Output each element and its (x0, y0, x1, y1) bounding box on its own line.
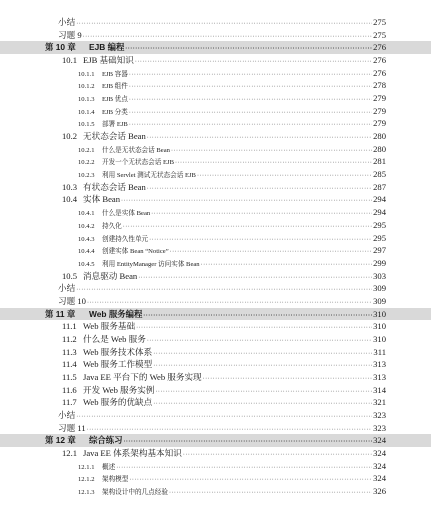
toc-page-number: 326 (373, 485, 386, 496)
toc-entry-number: 10.1.3 (78, 95, 95, 103)
toc-summary-row (0, 422, 431, 435)
toc-entry-row (0, 257, 431, 270)
toc-entry-row (0, 105, 431, 118)
toc-entry-row (0, 117, 431, 130)
toc-entry-row (0, 193, 431, 206)
toc-page-number: 285 (373, 169, 386, 180)
toc-entry-title: EJB 编程 (89, 42, 125, 53)
toc-page-number: 323 (373, 422, 386, 433)
toc-entry-title: 部署 EJB (102, 121, 128, 129)
toc-entry-number: 第 10 章 (45, 42, 76, 53)
toc-page-number: 279 (373, 92, 386, 103)
toc-page-number: 279 (373, 118, 386, 129)
toc-entry-row (0, 79, 431, 92)
toc-chapter-row (0, 308, 431, 321)
toc-page-number: 294 (373, 194, 386, 205)
toc-page-number: 311 (373, 346, 386, 357)
toc-entry-title: 创建实体 Bean “Notice” (102, 248, 169, 256)
toc-summary-row (0, 295, 431, 308)
toc-entry-title: EJB 容器 (102, 70, 128, 78)
toc-entry-title: EJB 基础知识 (83, 54, 134, 65)
toc-entry-number: 10.2 (62, 131, 78, 141)
toc-entry-number: 11.2 (62, 333, 77, 344)
toc-entry-number: 12.1.1 (78, 463, 95, 471)
toc-entry-title: Web 服务技术体系 (83, 346, 153, 357)
toc-entry-title: 无状态会话 Bean (83, 131, 146, 141)
toc-entry-title: EJB 优点 (102, 95, 128, 103)
toc-entry-title: 小结 (58, 283, 76, 294)
toc-entry-number: 10.1.2 (78, 83, 95, 91)
toc-entry-title: 什么是 Web 服务 (83, 333, 146, 344)
toc-entry-number: 11.5 (62, 371, 77, 382)
toc-page-number: 295 (373, 219, 386, 230)
toc-entry-number: 10.4.4 (78, 248, 95, 256)
toc-entry-title: Java EE 平台下的 Web 服务实现 (83, 371, 202, 382)
toc-entry-row (0, 130, 431, 143)
toc-page-number: 303 (373, 270, 386, 281)
toc-entry-title: 利用 Servlet 测试无状态会话 EJB (102, 172, 196, 180)
toc-page-number: 310 (373, 333, 386, 344)
toc-entry-row (0, 460, 431, 473)
toc-entry-title: 什么是无状态会话 Bean (102, 146, 170, 154)
dot-leader (169, 487, 372, 500)
toc-chapter-row (0, 41, 431, 54)
toc-entry-number: 11.6 (62, 384, 77, 395)
toc-entry-row (0, 155, 431, 168)
toc-entry-number: 11.1 (62, 321, 77, 332)
toc-entry-row (0, 320, 431, 333)
toc-entry-row (0, 232, 431, 245)
toc-entry-row (0, 92, 431, 105)
toc-page-number: 280 (373, 143, 386, 154)
toc-entry-number: 第 12 章 (45, 435, 76, 446)
toc-entry-row (0, 168, 431, 181)
toc-entry-title: 开发 Web 服务实例 (83, 384, 155, 395)
toc-page-number: 276 (373, 42, 386, 53)
toc-entry-number: 10.2.1 (78, 146, 95, 154)
toc-entry-number: 10.4.5 (78, 260, 95, 268)
toc-entry-number: 第 11 章 (45, 308, 76, 319)
toc-page-number: 310 (373, 321, 386, 332)
toc-entry-row (0, 206, 431, 219)
toc-entry-row (0, 54, 431, 67)
toc-entry-row (0, 143, 431, 156)
toc-entry-number: 11.7 (62, 397, 77, 408)
toc-page-number: 287 (373, 181, 386, 192)
toc-page-number: 324 (373, 460, 386, 471)
toc-entry-number: 10.1 (62, 54, 78, 65)
toc-entry-number: 10.2.2 (78, 159, 95, 167)
toc-entry-title: Web 服务基础 (83, 321, 136, 332)
toc-entry-number: 10.4.2 (78, 222, 95, 230)
toc-summary-row (0, 16, 431, 29)
toc-entry-row (0, 358, 431, 371)
toc-entry-title: 架构设计中的几点经验 (102, 488, 168, 496)
toc-summary-row (0, 29, 431, 42)
toc-page-number: 281 (373, 156, 386, 167)
toc-entry-row (0, 333, 431, 346)
toc-page-number: 278 (373, 80, 386, 91)
toc-chapter-row (0, 434, 431, 447)
toc-entry-title: 概述 (102, 463, 116, 471)
toc-entry-title: Web 服务编程 (89, 308, 143, 319)
toc-entry-number: 10.1.1 (78, 70, 95, 78)
toc-entry-title: 开发一个无状态会话 EJB (102, 159, 174, 167)
toc-page-number: 313 (373, 371, 386, 382)
toc-entry-number: 12.1 (62, 447, 78, 458)
toc-entry-number: 10.5 (62, 270, 78, 281)
toc-entry-title: 习题 9 (58, 29, 82, 40)
toc-entry-row (0, 447, 431, 460)
toc-page-number: 321 (373, 397, 386, 408)
toc-entry-title: 持久化 (102, 222, 122, 230)
toc-entry-row (0, 371, 431, 384)
toc-entry-number: 10.2.3 (78, 172, 95, 180)
toc-entry-title: 创建持久性单元 (102, 235, 149, 243)
toc-entry-title: 小结 (58, 17, 76, 27)
toc-entry-number: 11.3 (62, 346, 77, 357)
toc-page-number: 294 (373, 207, 386, 218)
toc-entry-number: 12.1.3 (78, 488, 95, 496)
toc-page-number: 280 (373, 131, 386, 141)
toc-entry-title: Web 服务工作模型 (83, 359, 153, 370)
toc-entry-row (0, 219, 431, 232)
toc-entry-row (0, 472, 431, 485)
table-of-contents (0, 16, 431, 498)
toc-page-number: 276 (373, 54, 386, 65)
toc-entry-title: 综合练习 (89, 435, 123, 446)
toc-entry-number: 10.4.1 (78, 210, 95, 218)
toc-entry-number: 11.4 (62, 359, 77, 370)
toc-entry-row (0, 485, 431, 498)
toc-entry-number: 10.4.3 (78, 235, 95, 243)
toc-entry-title: Web 服务的优缺点 (83, 397, 153, 408)
toc-entry-title: 习题 11 (58, 422, 86, 433)
toc-page-number: 323 (373, 409, 386, 420)
toc-page-number: 313 (373, 359, 386, 370)
toc-entry-title: 利用 EntityManager 访问实体 Bean (102, 260, 200, 268)
toc-page-number: 324 (373, 447, 386, 458)
toc-entry-row (0, 270, 431, 283)
toc-entry-title: 什么是实体 Bean (102, 210, 151, 218)
toc-page-number: 276 (373, 67, 386, 78)
toc-entry-row (0, 181, 431, 194)
toc-entry-row (0, 244, 431, 257)
toc-page-number: 309 (373, 295, 386, 306)
toc-page-number: 324 (373, 435, 386, 446)
toc-entry-number: 10.1.5 (78, 121, 95, 129)
toc-entry-title: 习题 10 (58, 295, 86, 306)
toc-page-number: 324 (373, 473, 386, 484)
toc-page-number: 275 (373, 17, 386, 27)
toc-page-number: 297 (373, 245, 386, 256)
toc-page-number: 299 (373, 257, 386, 268)
toc-entry-row (0, 384, 431, 397)
toc-entry-title: EJB 分类 (102, 108, 128, 116)
toc-entry-title: 小结 (58, 409, 76, 420)
toc-page-number: 309 (373, 283, 386, 294)
toc-entry-title: 架构模型 (102, 476, 129, 484)
toc-entry-title: 有状态会话 Bean (83, 181, 146, 192)
toc-page-number: 295 (373, 232, 386, 243)
toc-entry-row (0, 346, 431, 359)
toc-page-number: 310 (373, 308, 386, 319)
toc-entry-row (0, 396, 431, 409)
toc-entry-number: 10.4 (62, 194, 78, 205)
toc-entry-number: 10.3 (62, 181, 78, 192)
toc-page-number: 279 (373, 105, 386, 116)
toc-entry-row (0, 67, 431, 80)
toc-summary-row (0, 409, 431, 422)
toc-entry-title: 实体 Bean (83, 194, 120, 205)
toc-entry-title: Java EE 体系架构基本知识 (83, 447, 182, 458)
toc-entry-title: EJB 组件 (102, 83, 128, 91)
toc-entry-title: 消息驱动 Bean (83, 270, 138, 281)
toc-page-number: 275 (373, 29, 386, 40)
toc-page-number: 314 (373, 384, 386, 395)
toc-entry-number: 12.1.2 (78, 476, 95, 484)
toc-summary-row (0, 282, 431, 295)
toc-entry-number: 10.1.4 (78, 108, 95, 116)
